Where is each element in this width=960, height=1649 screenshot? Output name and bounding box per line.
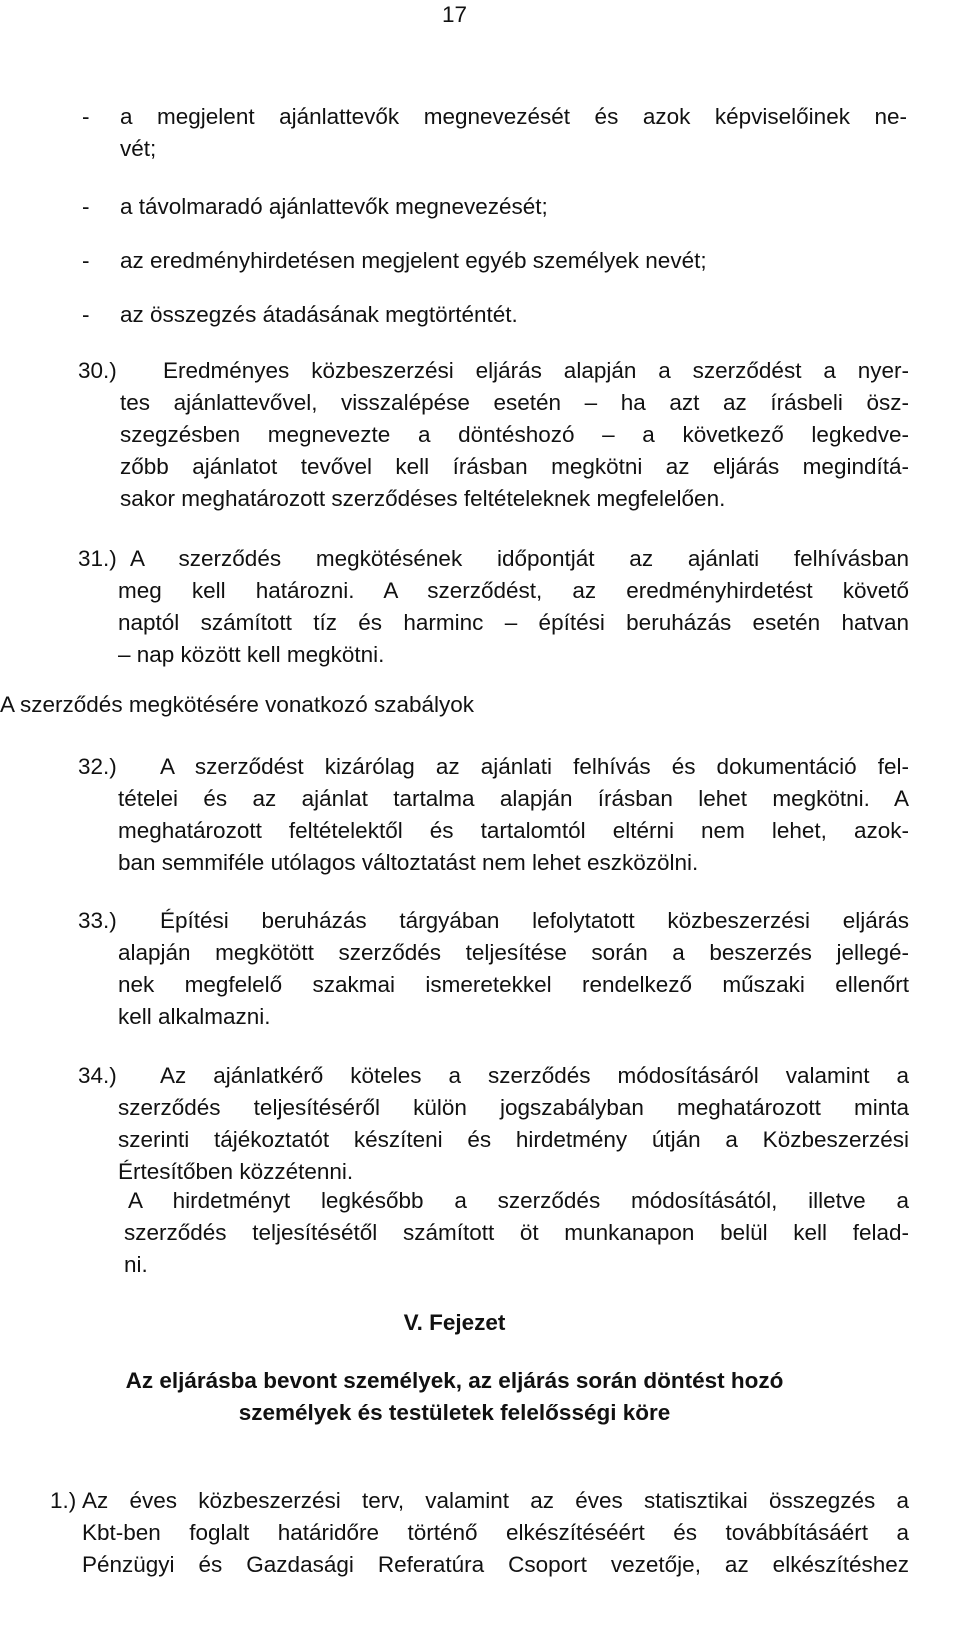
- paragraph-line: Építési beruházás tárgyában lefolytatott közbeszerzési eljárás: [160, 908, 909, 933]
- paragraph-line: szegzésben megnevezte a döntéshozó – a következő legkedve-: [120, 422, 909, 447]
- chapter-title: személyek és testületek felelősségi köre: [238, 1400, 671, 1425]
- page-number: 17: [441, 2, 468, 27]
- paragraph-line: Eredményes közbeszerzési eljárás alapján a szerződést a nyer-: [163, 358, 909, 383]
- paragraph-line: tes ajánlattevővel, visszalépése esetén – ha azt az írásbeli ösz-: [120, 390, 909, 415]
- chapter-heading: V. Fejezet: [403, 1310, 506, 1335]
- paragraph-line: zőbb ajánlatot tevővel kell írásban megkötni az eljárás megindítá-: [120, 454, 909, 479]
- bullet-dash: -: [82, 104, 90, 129]
- paragraph-number: 32.): [78, 754, 117, 779]
- bullet-item: a megjelent ajánlattevők megnevezését és azok képviselőinek ne-: [120, 104, 907, 129]
- paragraph-line: tételei és az ajánlat tartalma alapján írásban lehet megkötni. A: [118, 786, 909, 811]
- bullet-item: az összegzés átadásának megtörténtét.: [120, 302, 518, 327]
- paragraph-line: alapján megkötött szerződés teljesítése során a beszerzés jellegé-: [118, 940, 909, 965]
- paragraph-line: meghatározott feltételektől és tartalomtól eltérni nem lehet, azok-: [118, 818, 909, 843]
- paragraph-line: szerinti tájékoztatót készíteni és hirdetmény útján a Közbeszerzési: [118, 1127, 909, 1152]
- paragraph-number: 1.): [50, 1488, 77, 1513]
- paragraph-line: nek megfelelő szakmai ismeretekkel rendelkező műszaki ellenőrt: [118, 972, 909, 997]
- paragraph-line: A szerződést kizárólag az ajánlati felhívás és dokumentáció fel-: [160, 754, 909, 779]
- bullet-item-continuation: vét;: [120, 136, 157, 161]
- paragraph-number: 34.): [78, 1063, 117, 1088]
- paragraph-line: Az ajánlatkérő köteles a szerződés módosításáról valamint a: [160, 1063, 909, 1088]
- section-subheading: A szerződés megkötésére vonatkozó szabályok: [0, 692, 475, 717]
- paragraph-line: kell alkalmazni.: [118, 1004, 271, 1029]
- paragraph-line: ban semmiféle utólagos változtatást nem lehet eszközölni.: [118, 850, 699, 875]
- bullet-dash: -: [82, 302, 90, 327]
- paragraph-line: Pénzügyi és Gazdasági Referatúra Csoport vezetője, az elkészítéshez: [82, 1552, 909, 1577]
- bullet-item: a távolmaradó ajánlattevők megnevezését;: [120, 194, 548, 219]
- paragraph-number: 31.): [78, 546, 117, 571]
- paragraph-line: Kbt-ben foglalt határidőre történő elkészítéséért és továbbításáért a: [82, 1520, 909, 1545]
- paragraph-line: Az éves közbeszerzési terv, valamint az éves statisztikai összegzés a: [82, 1488, 909, 1513]
- paragraph-line: szerződés teljesítésétől számított öt munkanapon belül kell felad-: [124, 1220, 909, 1245]
- bullet-item: az eredményhirdetésen megjelent egyéb személyek nevét;: [120, 248, 707, 273]
- paragraph-number: 33.): [78, 908, 117, 933]
- chapter-title: Az eljárásba bevont személyek, az eljárás során döntést hozó: [125, 1368, 784, 1393]
- paragraph-line: A szerződés megkötésének időpontját az ajánlati felhívásban: [130, 546, 909, 571]
- bullet-dash: -: [82, 248, 90, 273]
- paragraph-line: naptól számított tíz és harminc – építési beruházás esetén hatvan: [118, 610, 909, 635]
- paragraph-line: A hirdetményt legkésőbb a szerződés módosításától, illetve a: [128, 1188, 909, 1213]
- paragraph-line: szerződés teljesítéséről külön jogszabályban meghatározott minta: [118, 1095, 909, 1120]
- paragraph-line: ni.: [124, 1252, 148, 1277]
- paragraph-number: 30.): [78, 358, 117, 383]
- paragraph-line: Értesítőben közzétenni.: [118, 1159, 354, 1184]
- bullet-dash: -: [82, 194, 90, 219]
- paragraph-line: meg kell határozni. A szerződést, az eredményhirdetést követő: [118, 578, 909, 603]
- paragraph-line: sakor meghatározott szerződéses feltételeknek megfelelően.: [120, 486, 726, 511]
- paragraph-line: – nap között kell megkötni.: [118, 642, 385, 667]
